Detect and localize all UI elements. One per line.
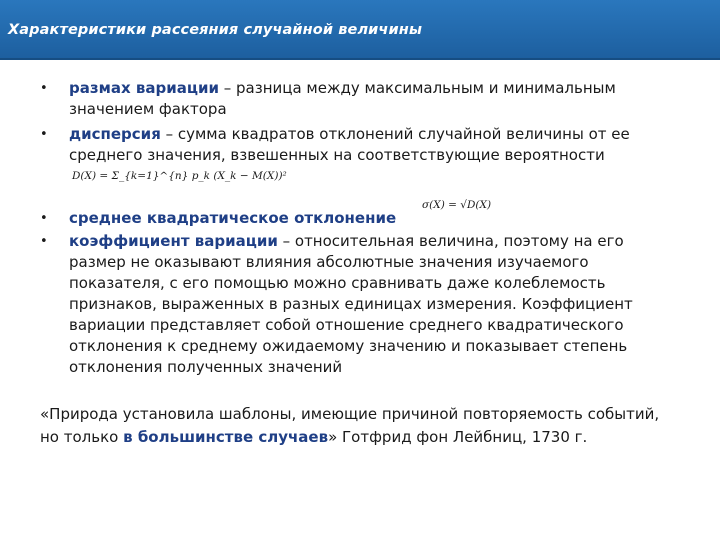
bullet-dot: • [40, 127, 48, 142]
term-variance: дисперсия [69, 125, 161, 143]
quote-emphasis: в большинстве случаев [123, 428, 329, 446]
leibniz-quote [40, 403, 680, 449]
bullet-range [40, 78, 680, 120]
variance-formula: D(X) = Σ_{k=1}^{n} p_k (X_k − M(X))² [72, 170, 287, 182]
bullet-std-dev [40, 208, 680, 229]
term-coef-variation: коэффициент вариации [69, 232, 278, 250]
bullet-coef-variation [40, 231, 680, 378]
bullet-dot: • [40, 234, 48, 249]
quote-part1: «Природа установила шаблоны, имеющие причиной повторяемость событий, но только [40, 405, 660, 446]
bullet-dot: • [40, 81, 48, 96]
bullet-list [40, 74, 680, 378]
bullet-dot: • [40, 211, 48, 226]
slide-title: Характеристики рассеяния случайной величины [8, 22, 423, 38]
title-bar [0, 0, 720, 60]
bullet-text-range: – разница между максимальным и минимальным значением фактора [69, 79, 616, 118]
term-std-dev: среднее квадратическое отклонение [69, 209, 397, 227]
bullet-text-variance: – сумма квадратов отклонений случайной величины от ее среднего значения, взвешенных на соответствующие вероятности [69, 125, 630, 164]
std-dev-formula: σ(X) = √D(X) [422, 199, 492, 211]
bullet-text-coef-variation: – относительная величина, поэтому на его размер не оказывают влияния абсолютные значения изучаемого показателя, с его помощью можно сравнивать даже колеблемость признаков, выраженных в разных единицах измерения. Коэффициент вариации представляет собой отношение среднего квадратического отклонения к среднему ожидаемому значению и показывает степень отклонения полученных значений [69, 232, 633, 376]
bullet-variance [40, 124, 680, 166]
quote-part2: » Готфрид фон Лейбниц, 1730 г. [328, 428, 588, 446]
term-range: размах вариации [69, 79, 219, 97]
